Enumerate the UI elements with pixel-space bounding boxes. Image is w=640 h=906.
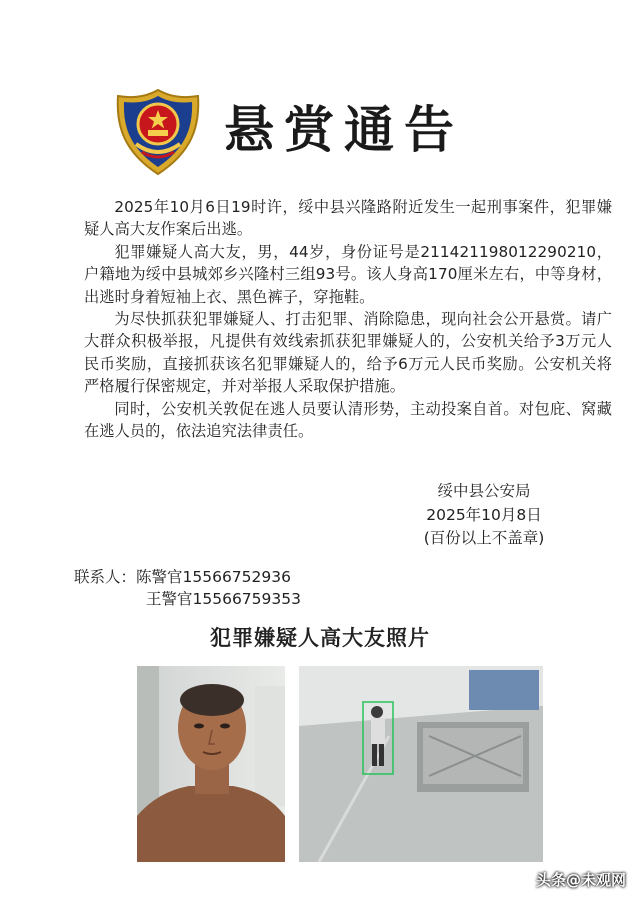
issuing-organization: 绥中县公安局 xyxy=(437,482,531,500)
contact-block xyxy=(74,566,301,610)
surveillance-photo xyxy=(299,666,543,862)
paragraph-incident: 2025年10月6日19时许，绥中县兴隆路附近发生一起刑事案件，犯罪嫌疑人高大友作案后出逃。 xyxy=(84,198,612,239)
notice-body xyxy=(84,196,612,442)
photos-title: 犯罪嫌疑人高大友照片 xyxy=(210,626,430,650)
suspect-portrait-photo xyxy=(137,666,285,862)
issue-date: 2025年10月8日 xyxy=(426,505,542,524)
contact-line-1: 联系人：陈警官15566752936 xyxy=(74,568,291,586)
seal-note: (百份以上不盖章) xyxy=(423,529,545,547)
page-title: 悬赏通告 xyxy=(224,100,464,159)
watermark: 头条@未观网 xyxy=(535,871,626,889)
contact-line-2: 王警官15566759353 xyxy=(146,590,301,608)
paragraph-warning: 同时，公安机关敦促在逃人员要认清形势，主动投案自首。对包庇、窝藏在逃人员的，依法追究法律责任。 xyxy=(84,399,612,441)
signature-block xyxy=(394,480,574,551)
paragraph-reward: 为尽快抓获犯罪嫌疑人、打击犯罪、消除隐患，现向社会公开悬赏。请广大群众积极举报，凡提供有效线索抓获犯罪嫌疑人的，公安机关给予3万元人民币奖励，直接抓获该名犯罪嫌疑人的，给予6万元人民币奖励。公安机关将严格履行保密规定，并对举报人采取保护措施。 xyxy=(84,310,612,396)
paragraph-suspect: 犯罪嫌疑人高大友，男，44岁，身份证号是211421198012290210，户籍地为绥中县城郊乡兴隆村三组93号。该人身高170厘米左右，中等身材，出逃时身着短袖上衣、黑色裤子，穿拖鞋。 xyxy=(84,242,612,306)
police-emblem-icon xyxy=(112,86,204,178)
